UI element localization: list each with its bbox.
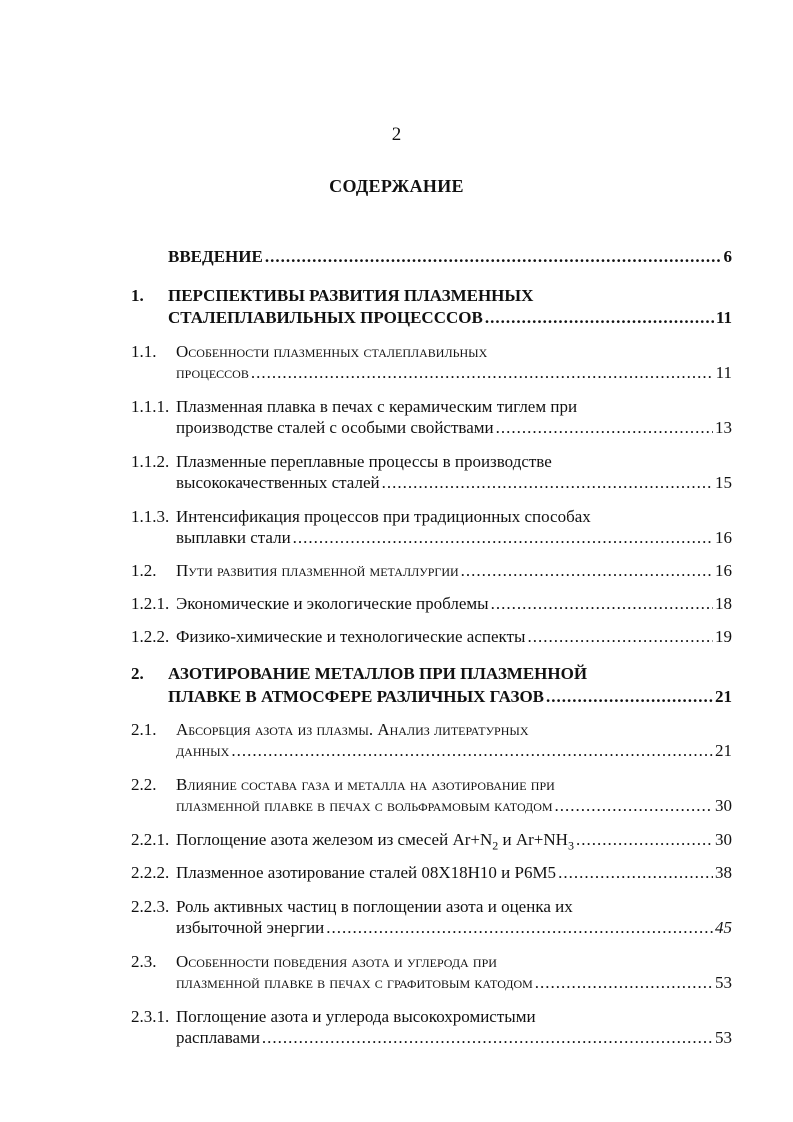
- toc-entry-title: Плазменные переплавные процессы в производстве: [176, 452, 552, 471]
- toc-entry-title-continued: плазменной плавке в печах с вольфрамовым катодом: [176, 796, 553, 815]
- dot-leader: [251, 363, 714, 383]
- toc-entry-number: 1.2.2.: [131, 627, 170, 646]
- toc-entry-page: 16: [715, 528, 732, 547]
- toc-entry-title-continued: данных: [176, 741, 230, 760]
- toc-entry-number: 2.2.3.: [131, 897, 170, 916]
- toc-entry-page: 45: [715, 918, 732, 937]
- toc-entry-title-continued: плазменной плавке в печах с графитовым катодом: [176, 973, 533, 992]
- dot-leader: [535, 973, 713, 993]
- toc-entry-title: АЗОТИРОВАНИЕ МЕТАЛЛОВ ПРИ ПЛАЗМЕННОЙ: [168, 664, 588, 683]
- toc-entry-page: 11: [715, 363, 732, 382]
- dot-leader: [485, 308, 714, 328]
- dot-leader: [231, 741, 713, 761]
- toc-entry-number: 2.: [131, 664, 144, 683]
- toc-entry-title: Абсорбция азота из плазмы. Анализ литературных: [176, 720, 529, 739]
- toc-entry-title: Поглощение азота железом из смесей $Ar+N_2$ и $Ar+NH_3$: [176, 830, 574, 853]
- dot-leader: [265, 247, 722, 267]
- toc-entry-page: 6: [723, 247, 732, 266]
- dot-leader: [555, 796, 713, 816]
- toc-entry-page: 53: [715, 1028, 732, 1047]
- toc-entry-page: 16: [715, 561, 732, 580]
- toc-entry-title: ВВЕДЕНИЕ: [168, 247, 263, 266]
- toc-entry-title: Экономические и экологические проблемы: [176, 594, 489, 613]
- toc-entry-page: 38: [715, 863, 732, 882]
- toc-entry-number: 2.2.1.: [131, 830, 170, 849]
- toc-entry-page: 18: [715, 594, 732, 613]
- subscript: 3: [567, 838, 574, 853]
- toc-entry-number: 1.1.2.: [131, 452, 170, 471]
- toc-entry-title-continued: ПЛАВКЕ В АТМОСФЕРЕ РАЗЛИЧНЫХ ГАЗОВ: [168, 687, 545, 706]
- dot-leader: [527, 627, 713, 647]
- toc-entry-number: 1.1.1.: [131, 397, 170, 416]
- toc-entry-page: 11: [715, 308, 732, 327]
- dot-leader: [576, 830, 713, 850]
- toc-entry-title-continued: избыточной энергии: [176, 918, 325, 937]
- toc-entry-number: 2.3.: [131, 952, 157, 971]
- subscript: 2: [492, 838, 499, 853]
- toc-entry-title: Плазменное азотирование сталей 08Х18Н10 и Р6М5: [176, 863, 557, 882]
- toc-entry-page: 21: [715, 687, 732, 706]
- toc-entry-title: Поглощение азота и углерода высокохромистыми: [176, 1007, 536, 1026]
- dot-leader: [326, 918, 713, 938]
- toc-entry-title: Пути развития плазменной металлургии: [176, 561, 459, 580]
- toc-entry-page: 21: [715, 741, 732, 760]
- dot-leader: [262, 1028, 713, 1048]
- toc-entry-page: 15: [715, 473, 732, 492]
- toc-entry-title: Особенности плазменных сталеплавильных: [176, 342, 488, 361]
- toc-entry-number: 2.2.: [131, 775, 157, 794]
- toc-entry-title: Интенсификация процессов при традиционных способах: [176, 507, 591, 526]
- dot-leader: [546, 687, 713, 707]
- toc-entry-number: 1.1.: [131, 342, 157, 361]
- toc-entry-page: 30: [715, 830, 732, 849]
- toc-entry-title-continued: процессов: [176, 363, 249, 382]
- toc-entry-title: Особенности поведения азота и углерода при: [176, 952, 497, 971]
- toc-entry-title-continued: расплавами: [176, 1028, 260, 1047]
- toc-entry-page: 13: [715, 418, 732, 437]
- toc-entry-number: 1.2.: [131, 561, 157, 580]
- toc-entry-title-continued: высококачественных сталей: [176, 473, 380, 492]
- toc-entry-title: ПЕРСПЕКТИВЫ РАЗВИТИЯ ПЛАЗМЕННЫХ: [168, 286, 534, 305]
- dot-leader: [496, 418, 713, 438]
- toc-entry-number: 2.1.: [131, 720, 157, 739]
- dot-leader: [461, 561, 713, 581]
- toc-entry-title: Плазменная плавка в печах с керамическим тиглем при: [176, 397, 578, 416]
- toc-entry-title-continued: СТАЛЕПЛАВИЛЬНЫХ ПРОЦЕСССОВ: [168, 308, 483, 327]
- page-number: 2: [391, 124, 402, 145]
- dot-leader: [293, 528, 713, 548]
- toc-entry-number: 2.3.1.: [131, 1007, 170, 1026]
- toc-entry-page: 19: [715, 627, 732, 646]
- toc-entry-title: Роль активных частиц в поглощении азота и оценка их: [176, 897, 573, 916]
- toc-entry-title-continued: выплавки стали: [176, 528, 291, 547]
- dot-leader: [491, 594, 713, 614]
- toc-entry-title: Физико-химические и технологические аспекты: [176, 627, 526, 646]
- toc-entry-page: 53: [715, 973, 732, 992]
- toc-entry-number: 1.2.1.: [131, 594, 170, 613]
- toc-entry-number: 1.: [131, 286, 144, 305]
- toc-entry-page: 30: [715, 796, 732, 815]
- dot-leader: [558, 863, 713, 883]
- toc-entry-number: 2.2.2.: [131, 863, 170, 882]
- toc-entry-title-continued: производстве сталей с особыми свойствами: [176, 418, 494, 437]
- toc-entry-title: Влияние состава газа и металла на азотирование при: [176, 775, 555, 794]
- dot-leader: [382, 473, 713, 493]
- toc-title: СОДЕРЖАНИЕ: [329, 176, 464, 196]
- toc-entry-number: 1.1.3.: [131, 507, 170, 526]
